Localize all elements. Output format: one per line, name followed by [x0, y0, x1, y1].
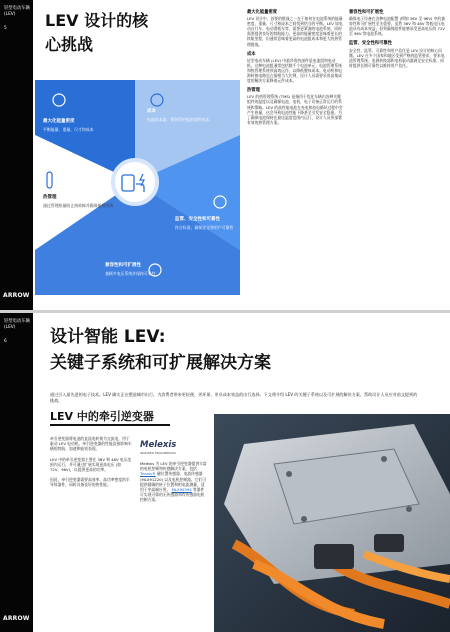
mid-body-2: LEV 的热管理系统 (TMS) 是指用于优化车辆内各种关键组件的温度以及确保电池、电机、电子设备正常运行的系统和策略。LEV 的高性能电池在充电和放电循环过程中会产生热量，这会导致电池性能下降甚至引发安全隐患。为了确保电池保持在最佳温度范围内运行，设计人员须部署有效的热管理方案。	[247, 94, 343, 125]
right-column	[349, 10, 445, 73]
seg-desc-2: 通过管理热量防止热故障并确保使用寿命	[43, 203, 114, 208]
seg-desc-1: 电池成本高，须获得更低的部件成本	[147, 117, 210, 122]
melexis-text-a: Melexis 为 LEV 的牵引逆变器提供丰富的电机控制和传感解决方案，包括	[140, 461, 207, 472]
seg-title-0: 最大化能量密度	[43, 119, 75, 124]
page-title-line2: 心挑战	[45, 35, 94, 54]
right-body-1: 安全性、监管、可靠性和用户信任是 LEV 设计的核心问题。LEV 在多个国家和地区受到严格的监管要求，要求电池管理系统、电源转换器和电机驱动器满足安全标准，同时提供长期可靠性以维持用户信任。	[349, 47, 445, 68]
seg-title-3: 监管、安全性和可靠性	[175, 217, 220, 222]
mlx90394-link[interactable]: MLX90394	[171, 487, 192, 493]
right-body-0: 确保电子设备在各种电池配置 (例如 36V 至 96V) 中的兼容性和可扩展性至关重要。虽然 36V 和 48V 等低电压电池具有成本效益，但须确保组件能够承受更高电压的 72V 至 96V 等电池系统。	[349, 16, 445, 37]
page2-title-line1: 设计智能 LEV:	[50, 327, 166, 347]
right-heading-0: 兼容性和可扩展性	[349, 10, 384, 15]
seg-title-1: 成本	[147, 109, 156, 114]
section-underline	[50, 424, 170, 426]
page-number: 5	[4, 26, 7, 31]
page2-title-line2: 关键子系统和可扩展解决方案	[50, 353, 271, 373]
triaxis-link[interactable]: Triaxis®	[140, 471, 156, 477]
melexis-text-c: 等器件可实现可靠的无传感器和有传感器电机控制方案。	[140, 487, 205, 503]
page-divider	[0, 310, 450, 313]
page2-body-column	[50, 436, 132, 493]
section-title: LEV 中的牵引逆变器	[50, 410, 154, 423]
seg-desc-0-text: 平衡能量、重量、尺寸和成本	[43, 127, 94, 132]
page-sidebar	[0, 313, 33, 632]
seg-desc-4: 兼顾多电压系统并保持可靠性	[105, 271, 156, 276]
mid-heading-0: 最大化能量密度	[247, 10, 278, 15]
center-charger-icon	[113, 160, 157, 204]
melexis-tagline: INSPIRED ENGINEERING	[140, 451, 176, 455]
arrow-logo: ARROW	[3, 615, 30, 622]
middle-column	[247, 10, 343, 130]
sidebar-label: 轻型电动车辆 (LEV)	[4, 6, 30, 17]
seg-desc-3: 符合标准，确保安全和用户可靠性	[175, 225, 234, 230]
inverter-photo	[214, 414, 450, 632]
mid-heading-1: 成本	[247, 51, 256, 57]
mid-heading-2: 热管理	[247, 88, 260, 94]
seg-desc-0	[43, 127, 94, 132]
melexis-logo: Melexis	[140, 440, 177, 450]
body-para-1: LEV 中的牵引逆变器主要在 36V 和 48V 电压范围内运行，并可通过扩展实现更高电压 (如 72V、96V)，以提供更高的功率。	[50, 456, 132, 473]
melexis-text	[140, 461, 208, 503]
melexis-text-b: 磁位置传感器、电流传感器 (MLX91220) 以及电机控制器。它们可提供精确的转子位置和相电流测量，适用于中高端应用。	[140, 471, 207, 493]
seg-title-2: 热管理	[43, 195, 57, 200]
melexis-column	[140, 440, 208, 503]
right-heading-1: 监管、安全性和可靠性	[349, 41, 392, 47]
seg-title-4: 兼容性和可扩展性	[105, 263, 141, 268]
sidebar-label: 轻型电动车辆 (LEV)	[4, 319, 30, 330]
mid-body-0: LEV 设计中，首要的挑战之一在于如何在电池系统的能量密度、重量、尺寸和成本之间找到恰当的平衡。LEV 如电动自行车、电动滑板车等，需要更紧凑的电池系统，同时需要提供良好的续航能力。更高的能量密度意味着更长的续航里程，但通常意味着更高的电池组成本和更大的热管理挑战。	[247, 16, 343, 47]
page-number: 6	[4, 339, 7, 344]
arrow-logo: ARROW	[3, 292, 30, 299]
mid-body-1: 轻型电动车辆 (LEV) 中最昂贵的部件是电池组和电动机。这种电池组通常包括数千个电池单元，电池管理系统和热管理系统须高效运作，以降低整体成本。电动机和电源转换电路也占据相当大比例，设计人员需要采用高集成度的解决方案降低元件成本。	[247, 57, 342, 84]
page2-intro: 通过引入最先进的电子技术，LEV 确实正在塑造城市出行，为消费者带来更轻便、更环保、更具成本效益的出行选择。下文将介绍 LEV 的关键子系统以及可扩展的解决方案，帮助设计人员应对前文提到的挑战。	[50, 392, 418, 403]
challenges-diagram	[35, 80, 240, 295]
body-para-2: 因此，牵引逆变器需要高效率、高功率密度的半导体器件，同时具备良好的热性能。	[50, 477, 130, 488]
page-sidebar	[0, 0, 33, 310]
page-title-line1: LEV 设计的核	[45, 11, 149, 30]
body-para-0: 牵引逆变器将电池的直流电转换为交流电，用于驱动 LEV 电动机。牵引逆变器的性能直接影响车辆的续航、加速和能效表现。	[50, 436, 132, 452]
